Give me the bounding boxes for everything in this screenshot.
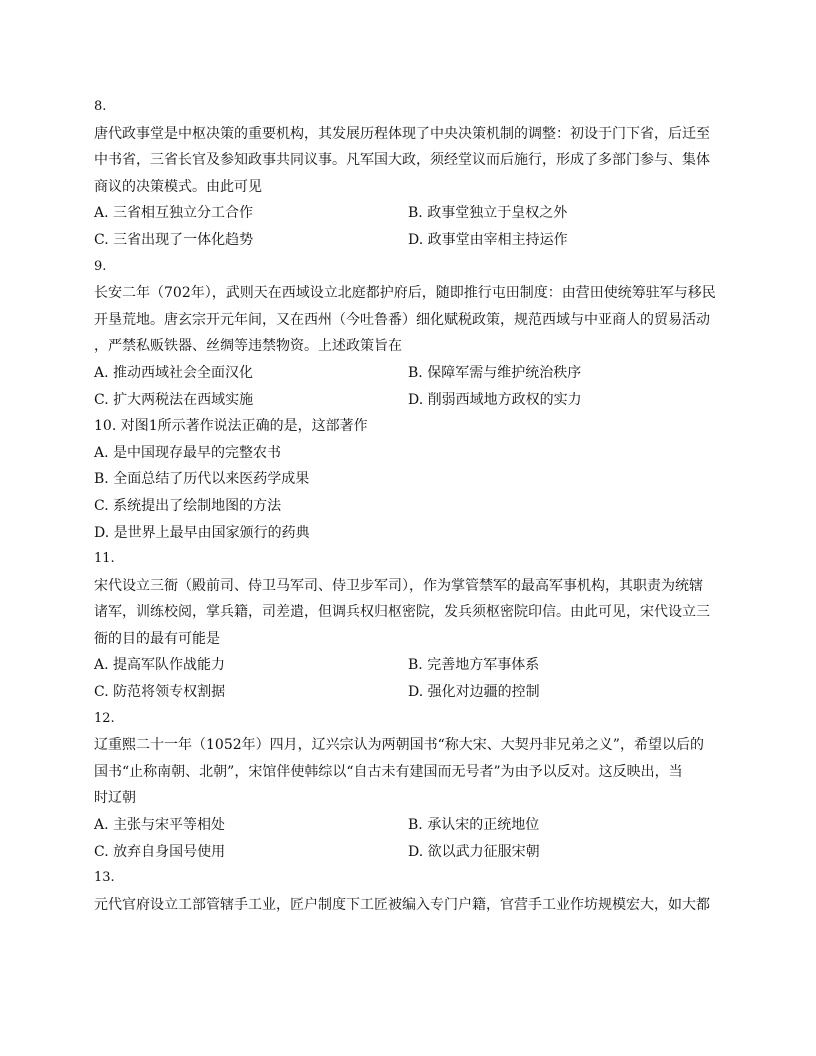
option-c: C. 防范将领专权割据 bbox=[94, 684, 226, 701]
question-stem-line: 宋代设立三衙（殿前司、侍卫马军司、侍卫步军司），作为掌管禁军的最高军事机构，其职责为统辖 bbox=[94, 577, 703, 594]
option-b: B. 保障军需与维护统治秩序 bbox=[408, 364, 582, 381]
question-number: 12. bbox=[94, 710, 115, 726]
option-a: A. 提高军队作战能力 bbox=[94, 657, 226, 674]
exam-page bbox=[94, 94, 726, 918]
option-d: D. 欲以武力征服宋朝 bbox=[408, 843, 540, 860]
question-number: 8. bbox=[94, 99, 107, 114]
question-stem-line: 诸军，训练校阅，掌兵籍，司差遣，但调兵权归枢密院，发兵须枢密院印信。由此可见，宋代设立三 bbox=[94, 604, 710, 621]
question-stem-line: 辽重熙二十一年（1052年）四月，辽兴宗认为两朝国书“称大宋、大契丹非兄弟之义”，希望以后的 bbox=[94, 737, 704, 754]
option-c: C. 放弃自身国号使用 bbox=[94, 843, 226, 860]
question-stem-line: 时辽朝 bbox=[94, 790, 136, 807]
question-stem-line: 商议的决策模式。由此可见 bbox=[94, 178, 262, 195]
options-row bbox=[94, 387, 726, 414]
question-stem-line: 10. 对图1所示著作说法正确的是，这部著作 bbox=[94, 418, 368, 435]
option-d: D. 削弱西域地方政权的实力 bbox=[408, 391, 582, 408]
question-stem-line: 中书省，三省长官及参知政事共同议事。凡军国大政，须经堂议而后施行，形成了多部门参与、集体 bbox=[94, 152, 710, 169]
options-row bbox=[94, 839, 726, 866]
option-d: D. 强化对边疆的控制 bbox=[408, 684, 540, 701]
question-stem-line: 衙的目的最有可能是 bbox=[94, 630, 220, 647]
options-row bbox=[94, 200, 726, 227]
option-c: C. 三省出现了一体化趋势 bbox=[94, 231, 254, 248]
option-b: B. 完善地方军事体系 bbox=[408, 657, 540, 674]
option-d: D. 是世界上最早由国家颁行的药典 bbox=[94, 524, 310, 541]
option-a: A. 主张与宋平等相处 bbox=[94, 817, 226, 834]
options-row bbox=[94, 652, 726, 679]
question-number: 11. bbox=[94, 551, 115, 567]
question-stem-line: 元代官府设立工部管辖手工业，匠户制度下工匠被编入专门户籍，官营手工业作坊规模宏大，如大都 bbox=[94, 896, 710, 913]
option-a: A. 三省相互独立分工合作 bbox=[94, 205, 254, 222]
question-number: 13. bbox=[94, 870, 115, 886]
question-number: 9. bbox=[94, 258, 107, 274]
question-stem-line: 国书“止称南朝、北朝”，宋馆伴使韩综以“自古未有建国而无号者”为由予以反对。这反映出，当 bbox=[94, 763, 683, 780]
option-b: B. 政事堂独立于皇权之外 bbox=[408, 205, 568, 222]
options-row bbox=[94, 679, 726, 706]
question-stem-line: 开垦荒地。唐玄宗开元年间，又在西州（今吐鲁番）细化赋税政策，规范西域与中亚商人的贸易活动 bbox=[94, 311, 710, 328]
option-d: D. 政事堂由宰相主持运作 bbox=[408, 231, 568, 248]
option-b: B. 全面总结了历代以来医药学成果 bbox=[94, 471, 310, 488]
option-c: C. 系统提出了绘制地图的方法 bbox=[94, 497, 282, 514]
option-a: A. 推动西域社会全面汉化 bbox=[94, 364, 254, 381]
option-c: C. 扩大两税法在西域实施 bbox=[94, 391, 254, 408]
option-a: A. 是中国现存最早的完整农书 bbox=[94, 444, 282, 461]
question-stem-line: 长安二年（702年），武则天在西域设立北庭都护府后，随即推行屯田制度：由营田使统筹驻军与移民 bbox=[94, 285, 716, 302]
option-b: B. 承认宋的正统地位 bbox=[408, 817, 540, 834]
options-row bbox=[94, 812, 726, 839]
options-row bbox=[94, 360, 726, 387]
question-stem-line: 唐代政事堂是中枢决策的重要机构，其发展历程体现了中央决策机制的调整：初设于门下省，后迁至 bbox=[94, 125, 710, 142]
options-row bbox=[94, 227, 726, 254]
question-stem-line: ，严禁私贩铁器、丝绸等违禁物资。上述政策旨在 bbox=[94, 338, 402, 355]
